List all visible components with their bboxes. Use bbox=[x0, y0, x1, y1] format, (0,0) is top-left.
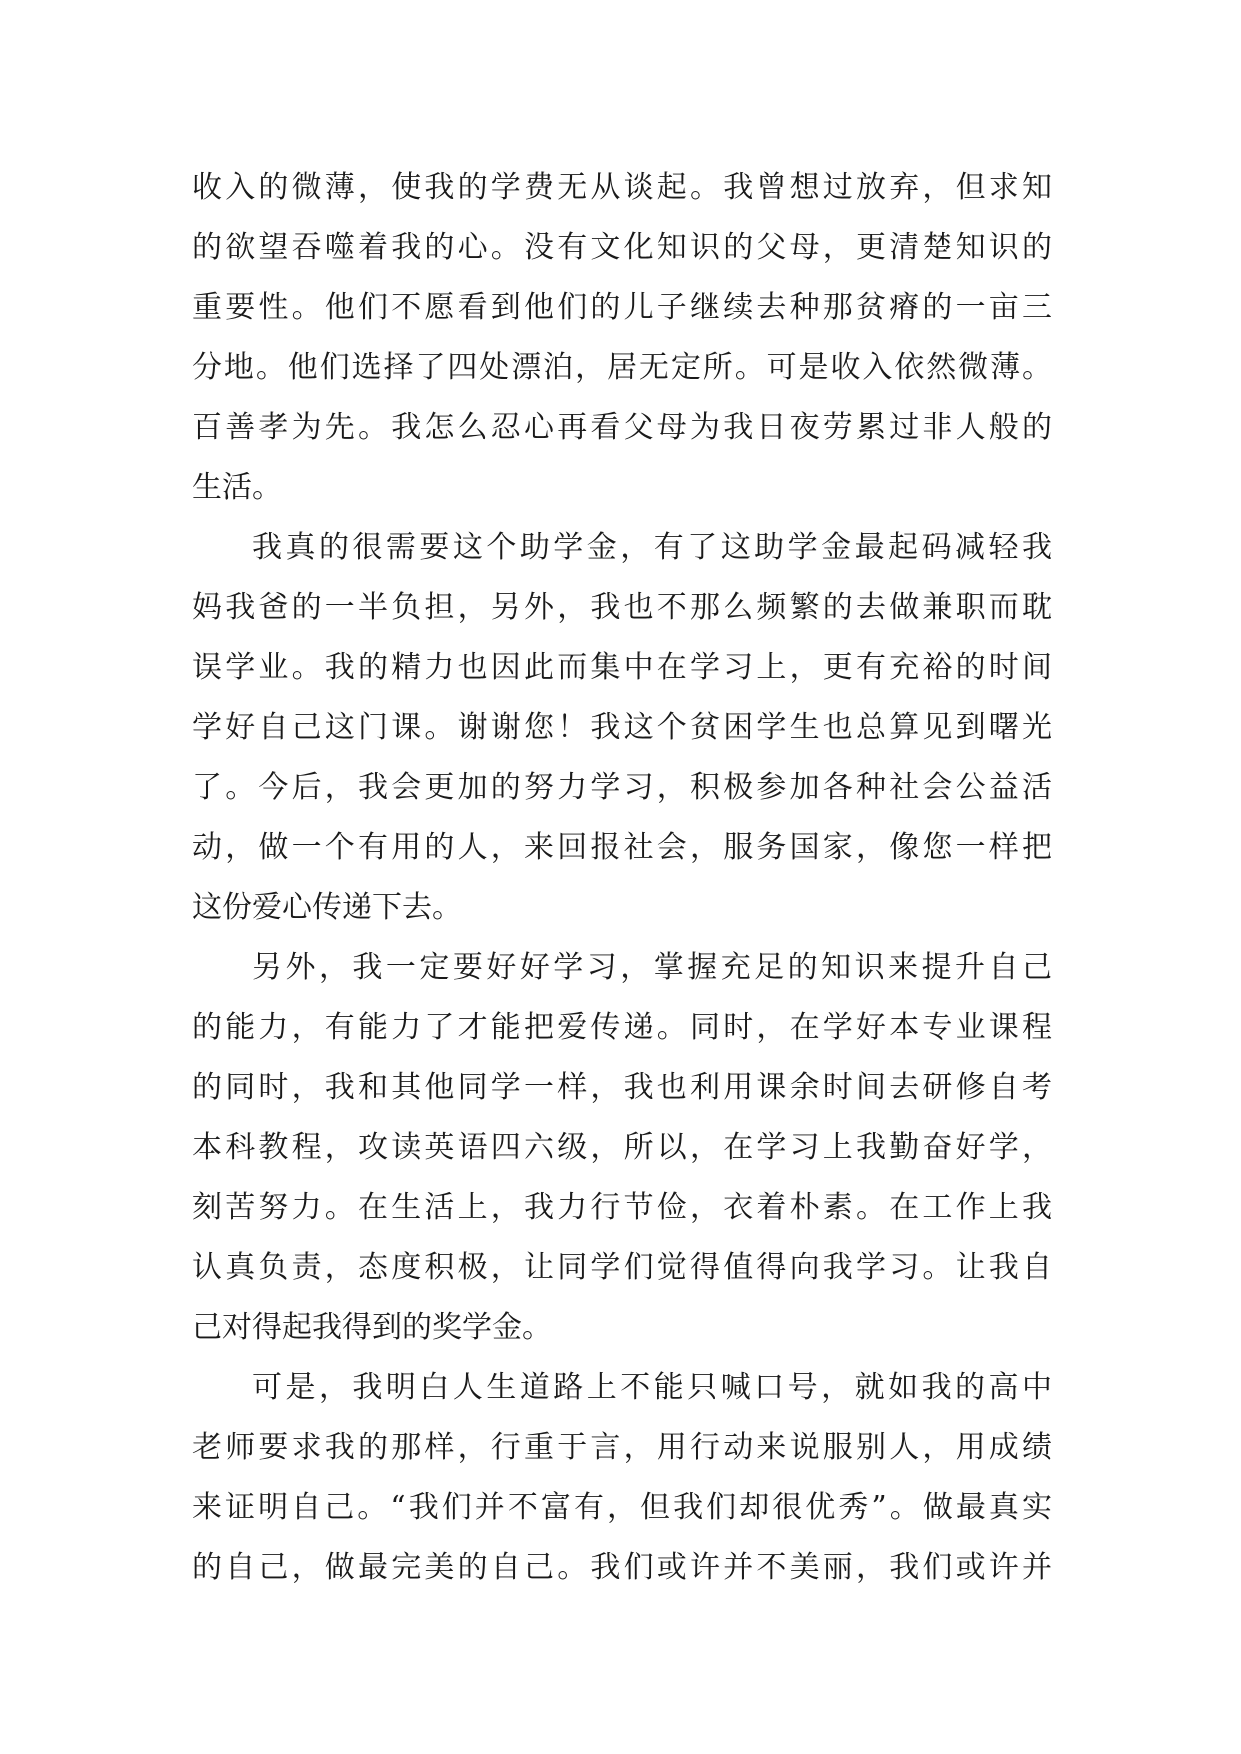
text-line: 收入的微薄，使我的学费无从谈起。我曾想过放弃，但求知 bbox=[192, 170, 1052, 205]
body-text bbox=[192, 158, 1052, 1598]
text-line: 另外，我一定要好好学习，掌握充足的知识来提升自己 bbox=[252, 950, 1052, 985]
text-line: 百善孝为先。我怎么忍心再看父母为我日夜劳累过非人般的 bbox=[192, 410, 1052, 445]
text-line: 学好自己这门课。谢谢您！我这个贫困学生也总算见到曙光 bbox=[192, 710, 1052, 745]
text-line: 可是，我明白人生道路上不能只喊口号，就如我的高中 bbox=[252, 1370, 1052, 1405]
text-line: 的欲望吞噬着我的心。没有文化知识的父母，更清楚知识的 bbox=[192, 230, 1052, 265]
text-line: 动，做一个有用的人，来回报社会，服务国家，像您一样把 bbox=[192, 830, 1052, 865]
text-line: 的同时，我和其他同学一样，我也利用课余时间去研修自考 bbox=[192, 1070, 1052, 1105]
text-line: 的能力，有能力了才能把爱传递。同时，在学好本专业课程 bbox=[192, 1010, 1052, 1045]
text-line: 妈我爸的一半负担，另外，我也不那么频繁的去做兼职而耽 bbox=[192, 590, 1052, 625]
paragraph-3 bbox=[192, 938, 1052, 1358]
text-line: 误学业。我的精力也因此而集中在学习上，更有充裕的时间 bbox=[192, 650, 1052, 685]
text-line: 生活。 bbox=[192, 470, 282, 505]
text-line: 的自己，做最完美的自己。我们或许并不美丽，我们或许并 bbox=[192, 1550, 1052, 1585]
text-line: 分地。他们选择了四处漂泊，居无定所。可是收入依然微薄。 bbox=[192, 350, 1052, 385]
paragraph-1 bbox=[192, 158, 1052, 518]
text-line: 刻苦努力。在生活上，我力行节俭，衣着朴素。在工作上我 bbox=[192, 1190, 1052, 1225]
paragraph-4 bbox=[192, 1358, 1052, 1598]
text-line: 己对得起我得到的奖学金。 bbox=[192, 1310, 552, 1345]
text-line: 本科教程，攻读英语四六级，所以，在学习上我勤奋好学， bbox=[192, 1130, 1052, 1165]
text-line: 这份爱心传递下去。 bbox=[192, 890, 462, 925]
text-line: 认真负责，态度积极，让同学们觉得值得向我学习。让我自 bbox=[192, 1250, 1052, 1285]
text-line: 重要性。他们不愿看到他们的儿子继续去种那贫瘠的一亩三 bbox=[192, 290, 1052, 325]
text-line: 老师要求我的那样，行重于言，用行动来说服别人，用成绩 bbox=[192, 1430, 1052, 1465]
text-line: 我真的很需要这个助学金，有了这助学金最起码减轻我 bbox=[252, 530, 1052, 565]
paragraph-2 bbox=[192, 518, 1052, 938]
text-line: 了。今后，我会更加的努力学习，积极参加各种社会公益活 bbox=[192, 770, 1052, 805]
text-line: 来证明自己。“我们并不富有，但我们却很优秀”。做最真实 bbox=[192, 1490, 1052, 1525]
